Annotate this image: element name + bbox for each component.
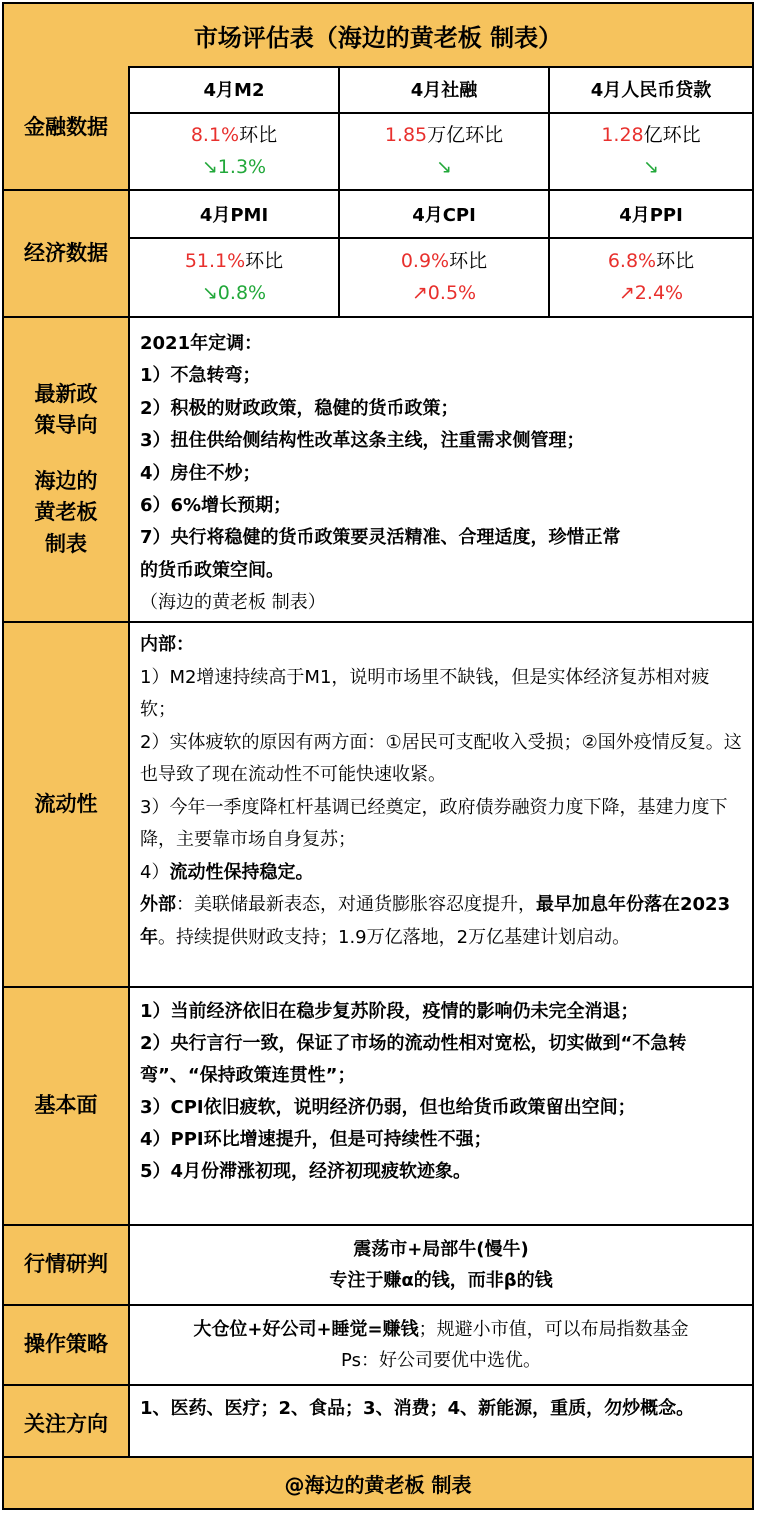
table-title: 市场评估表（海边的黄老板 制表） [4,4,752,68]
liquidity-external [140,889,742,954]
value-suffix: 环比 [239,124,278,147]
economy-cell-2 [340,239,548,316]
market-text [130,1226,752,1304]
policy-label-line: 海边的 [34,468,98,493]
external-text: 。持续提供财政支持；1.9万亿落地，2万亿基建计划启动。 [158,926,631,948]
economy-header-3: 4月PPI [550,191,752,239]
change-text: ↗2.4% [618,281,684,304]
point-bold: 流动性保持稳定。 [169,861,314,883]
fundamentals-text [130,988,752,1188]
economy-cell-3 [550,239,752,316]
policy-row [4,318,752,623]
column-divider [338,191,340,316]
market-label: 行情研判 [4,1226,130,1304]
liquidity-internal-title: 内部： [140,634,194,655]
fundamentals-point: 2）央行言行一致，保证了市场的流动性相对宽松，切实做到“不急转弯”、“保持政策连贯性”； [140,1033,687,1086]
strategy-line: Ps：好公司要优中选优。 [341,1350,541,1371]
economy-label: 经济数据 [4,191,130,316]
economy-header-2: 4月CPI [340,191,548,239]
policy-label-line: 最新政 [34,381,98,406]
finance-cell-3 [550,114,752,189]
finance-header-2: 4月社融 [340,66,548,114]
policy-line: 2021年定调： [140,333,263,354]
liquidity-point: 2）实体疲软的原因有两方面：①居民可支配收入受损；②国外疫情反复。这也导致了现在流动性不可能快速收紧。 [140,731,742,785]
external-title: 外部 [140,894,176,915]
external-text: ：美联储最新表态，对通货膨胀容忍度提升， [176,894,536,915]
market-line: 震荡市+局部牛(慢牛) [353,1239,529,1260]
policy-line: 4）房住不炒； [140,462,261,484]
fundamentals-row [4,988,752,1226]
strategy-bold: 大仓位+好公司+睡觉=赚钱 [193,1319,419,1340]
liquidity-row [4,623,752,988]
value-text: 1.85 [384,124,428,147]
focus-label: 关注方向 [4,1386,130,1464]
policy-line: 3）扭住供给侧结构性改革这条主线，注重需求侧管理； [140,430,585,452]
finance-cell-1 [130,114,338,189]
liquidity-text [130,623,752,954]
assessment-table [2,2,754,1510]
economy-header-1: 4月PMI [130,191,338,239]
policy-line: 7）央行将稳健的货币政策要灵活精准、合理适度，珍惜正常 [140,527,621,549]
value-suffix: 环比 [449,250,488,273]
fundamentals-point: 4）PPI环比增速提升，但是可持续性不强； [140,1129,492,1150]
policy-line: 的货币政策空间。 [140,559,284,581]
policy-label-line: 黄老板 [34,500,98,525]
liquidity-point: 3）今年一季度降杠杆基调已经奠定，政府债券融资力度下降，基建力度下降，主要靠市场自身复苏； [140,796,728,850]
strategy-text [130,1306,752,1384]
policy-label-line: 制表 [45,531,87,556]
external-bold: 最早加息年份落在2023年 [140,894,731,948]
value-text: 8.1% [190,124,240,147]
economy-cell-1 [130,239,338,316]
column-divider [548,66,550,189]
value-text: 51.1% [184,250,246,273]
strategy-line [193,1314,688,1345]
change-text: ↘ [436,155,452,178]
change-text: ↘ [643,155,659,178]
finance-header-3: 4月人民币贷款 [550,66,752,114]
liquidity-point: 1）M2增速持续高于M1，说明市场里不缺钱，但是实体经济复苏相对疲软； [140,666,710,720]
strategy-row [4,1306,752,1386]
liquidity-label: 流动性 [4,623,130,986]
finance-row [4,66,752,191]
policy-line: 6）6%增长预期； [140,495,292,517]
market-line: 专注于赚α的钱，而非β的钱 [329,1270,553,1291]
column-divider [338,66,340,189]
finance-header-1: 4月M2 [130,66,338,114]
finance-label: 金融数据 [4,66,130,189]
change-text: ↘1.3% [201,155,267,178]
value-text: 6.8% [607,250,657,273]
market-row [4,1226,752,1306]
policy-text [130,318,752,620]
value-suffix: 万亿环比 [427,124,504,147]
policy-signature: （海边的黄老板 制表） [140,592,326,614]
column-divider [548,191,550,316]
change-text: ↘0.8% [201,281,267,304]
fundamentals-point: 1）当前经济依旧在稳步复苏阶段，疫情的影响仍未完全消退； [140,1001,639,1022]
liquidity-point [140,857,742,890]
policy-label-line: 策导向 [34,413,98,438]
value-text: 1.28 [601,124,644,147]
policy-line: 2）积极的财政政策，稳健的货币政策； [140,397,459,419]
table-footer: @海边的黄老板 制表 [4,1456,752,1508]
value-suffix: 亿环比 [643,124,701,147]
value-text: 0.9% [400,250,450,273]
economy-row [4,191,752,318]
strategy-rest: ；规避小市值，可以布局指数基金 [418,1319,689,1340]
policy-line: 1）不急转弯； [140,365,261,387]
finance-cell-2 [340,114,548,189]
value-suffix: 环比 [656,250,695,273]
fundamentals-label: 基本面 [4,988,130,1224]
focus-text: 1、医药、医疗；2、食品；3、消费；4、新能源，重质，勿炒概念。 [140,1398,695,1419]
point-prefix: 4） [140,861,170,883]
strategy-label: 操作策略 [4,1306,130,1384]
focus-row [4,1386,752,1466]
fundamentals-point: 3）CPI依旧疲软，说明经济仍弱，但也给货币政策留出空间； [140,1097,636,1118]
value-suffix: 环比 [245,250,284,273]
change-text: ↗0.5% [411,281,477,304]
policy-label [4,318,130,621]
fundamentals-point: 5）4月份滞涨初现，经济初现疲软迹象。 [140,1161,472,1182]
